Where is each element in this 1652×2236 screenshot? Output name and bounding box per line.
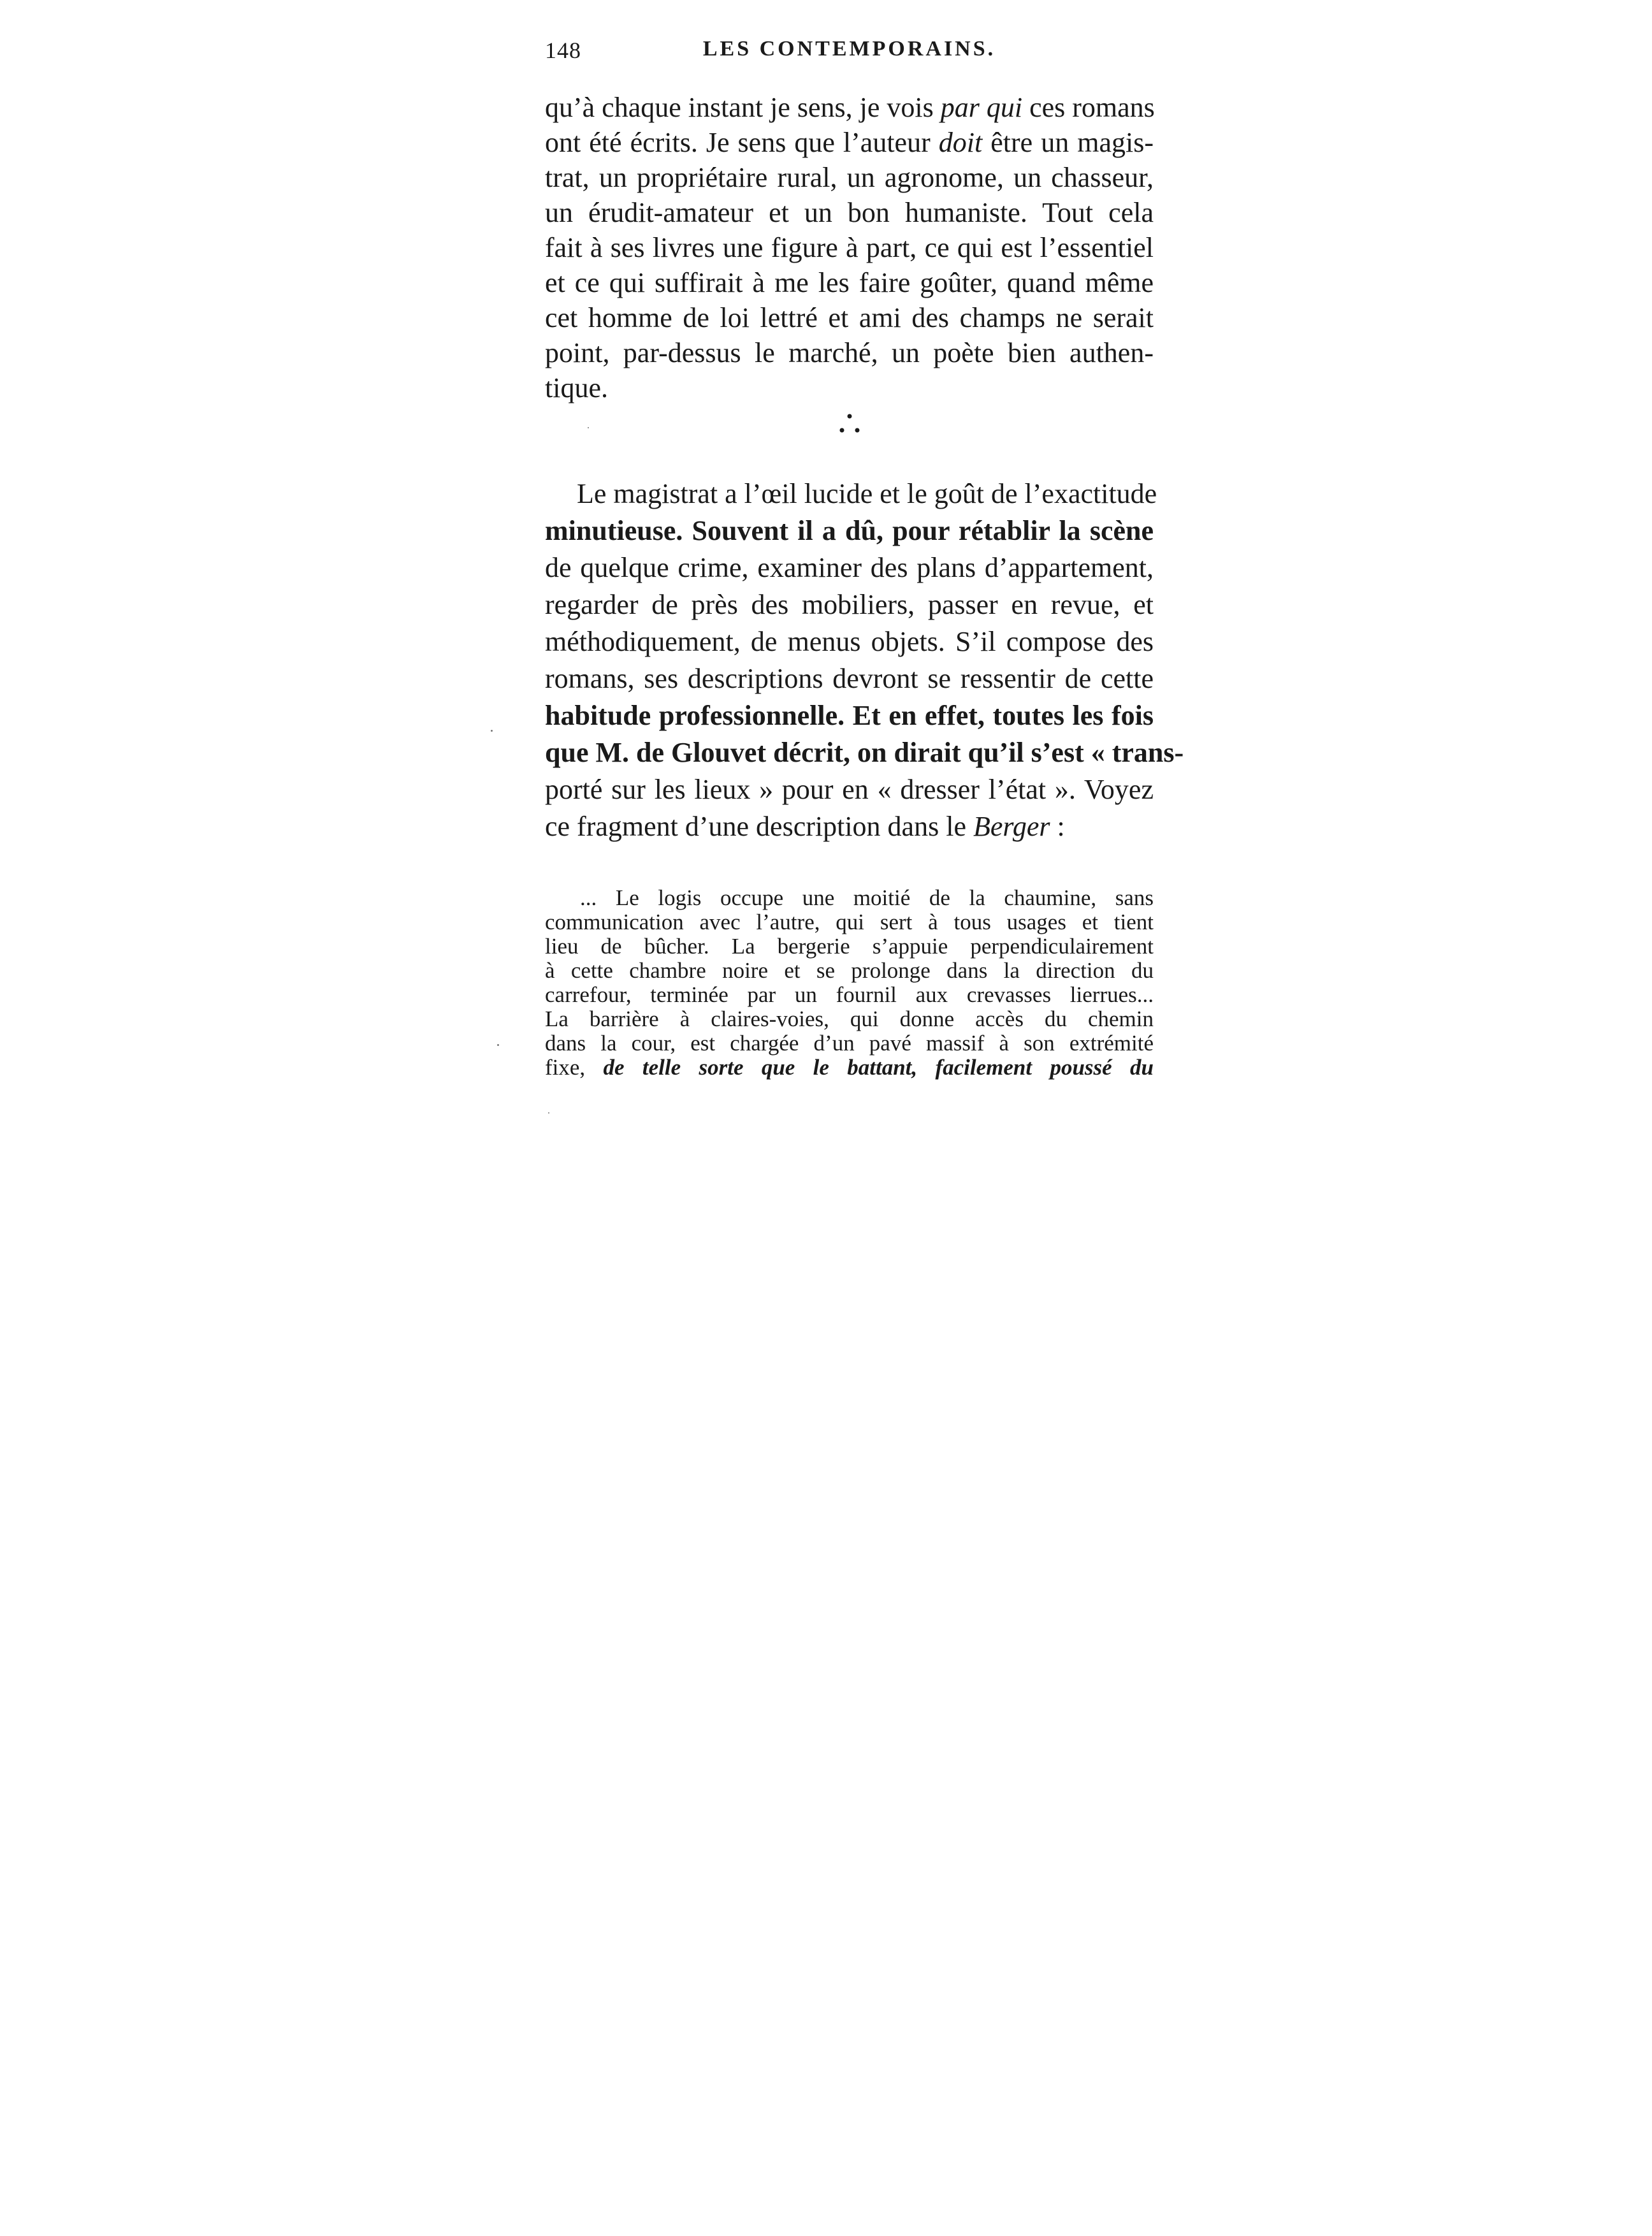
paragraph-2-line-7: habitude professionnelle. Et en effet, toutes les fois xyxy=(545,700,1154,731)
paragraph-1-line-2: ont été écrits. Je sens que l’auteur doit être un magis- xyxy=(545,127,1154,158)
paragraph-2-line-1: Le magistrat a l’œil lucide et le goût de l’exactitude xyxy=(577,478,1157,509)
quote-line-7: dans la cour, est chargée d’un pavé massif à son extrémité xyxy=(545,1031,1154,1056)
scan-speck xyxy=(491,730,493,732)
paragraph-1-line-7: cet homme de loi lettré et ami des champs ne serait xyxy=(545,302,1154,333)
scan-speck xyxy=(588,427,589,428)
paragraph-2-line-10: ce fragment d’une description dans le Berger : xyxy=(545,811,1065,842)
paragraph-1-line-1: qu’à chaque instant je sens, je vois par qui ces romans xyxy=(545,92,1155,123)
paragraph-2-line-5: méthodiquement, de menus objets. S’il compose des xyxy=(545,626,1154,657)
paragraph-2-line-3: de quelque crime, examiner des plans d’appartement, xyxy=(545,552,1154,583)
quote-emphasis: de telle sorte que le battant, facilement poussé du xyxy=(603,1056,1154,1080)
scan-speck xyxy=(497,1044,499,1046)
paragraph-1-line-9: tique. xyxy=(545,372,608,403)
page-number: 148 xyxy=(545,38,581,63)
quote-line-2: communication avec l’autre, qui sert à tous usages et tient xyxy=(545,910,1154,934)
scan-speck xyxy=(548,1112,549,1114)
paragraph-2-line-2: minutieuse. Souvent il a dû, pour rétablir la scène xyxy=(545,515,1154,546)
quote-line-6: La barrière à claires-voies, qui donne accès du chemin xyxy=(545,1007,1154,1031)
asterism-icon xyxy=(830,411,869,437)
paragraph-2-line-4: regarder de près des mobiliers, passer en revue, et xyxy=(545,589,1154,620)
emphasis-berger: Berger xyxy=(973,811,1050,842)
emphasis-par-qui: par qui xyxy=(940,92,1023,123)
paragraph-2-line-9: porté sur les lieux » pour en « dresser l’état ». Voyez xyxy=(545,774,1154,805)
paragraph-1-line-3: trat, un propriétaire rural, un agronome, un chasseur, xyxy=(545,162,1154,193)
quote-line-4: à cette chambre noire et se prolonge dans la direction du xyxy=(545,959,1154,983)
quote-line-1: ... Le logis occupe une moitié de la chaumine, sans xyxy=(580,886,1154,910)
paragraph-1-line-8: point, par-dessus le marché, un poète bien authen- xyxy=(545,337,1154,368)
running-head xyxy=(545,37,1154,69)
paragraph-1-line-5: fait à ses livres une figure à part, ce qui est l’essentiel xyxy=(545,232,1154,263)
asterism-divider xyxy=(545,411,1154,437)
quote-line-5: carrefour, terminée par un fournil aux crevasses lierrues... xyxy=(545,983,1154,1007)
quote-line-3: lieu de bûcher. La bergerie s’appuie perpendiculairement xyxy=(545,934,1154,959)
paragraph-1-line-4: un érudit-amateur et un bon humaniste. Tout cela xyxy=(545,197,1154,228)
running-title: LES CONTEMPORAINS. xyxy=(702,37,996,61)
quote-line-8: fixe, de telle sorte que le battant, facilement poussé du xyxy=(545,1056,1154,1080)
paragraph-1-line-6: et ce qui suffirait à me les faire goûter, quand même xyxy=(545,267,1154,298)
emphasis-doit: doit xyxy=(938,127,983,158)
paragraph-2-line-8: que M. de Glouvet décrit, on dirait qu’il s’est « trans- xyxy=(545,737,1184,768)
paragraph-2-line-6: romans, ses descriptions devront se ressentir de cette xyxy=(545,663,1154,694)
